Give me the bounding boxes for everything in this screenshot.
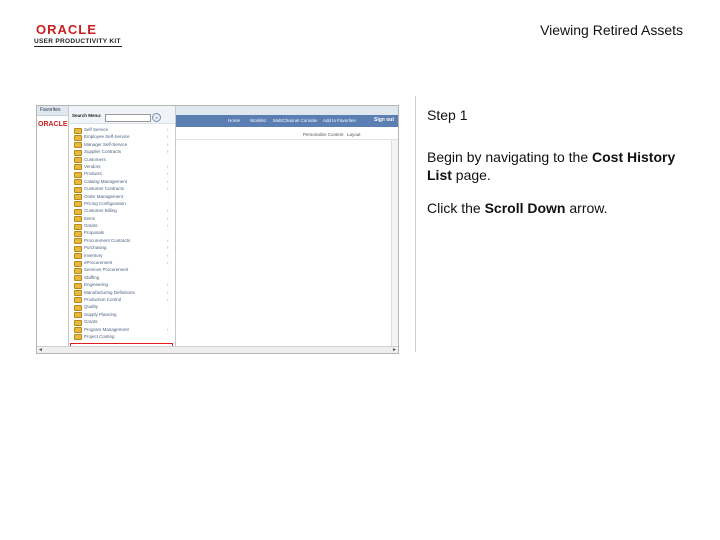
action-target: Scroll Down xyxy=(484,200,566,216)
scroll-right-icon[interactable]: ► xyxy=(392,347,397,353)
content-area xyxy=(173,140,392,347)
menu-item[interactable] xyxy=(69,185,175,192)
instruction-text: Begin by navigating to the xyxy=(427,149,593,165)
chevron-right-icon: › xyxy=(167,163,169,169)
menu-item[interactable] xyxy=(69,207,175,214)
menu-item-label: Order Management xyxy=(84,193,124,199)
chevron-right-icon: › xyxy=(167,237,169,243)
header-nav xyxy=(173,115,398,127)
action-text: Click the xyxy=(427,200,485,216)
logo-brand: ORACLE xyxy=(36,22,97,37)
menu-item[interactable] xyxy=(69,200,175,207)
chevron-right-icon: › xyxy=(167,260,169,266)
logo-underline xyxy=(34,46,122,47)
nav-worklist[interactable]: Worklist xyxy=(250,118,266,123)
menu-item-label: Customer Contracts xyxy=(84,186,125,192)
menu-item[interactable] xyxy=(69,170,175,177)
menu-item[interactable] xyxy=(69,333,175,340)
menu-item-label: Items xyxy=(84,215,96,221)
menu-item-label: Manufacturing Definitions xyxy=(84,289,135,295)
page-subheader xyxy=(173,127,398,140)
step-instruction xyxy=(427,148,697,184)
menu-item[interactable] xyxy=(69,133,175,140)
personalize-content-link[interactable]: Personalize Content xyxy=(303,132,344,137)
menu-item[interactable] xyxy=(69,222,175,229)
search-menu-input[interactable] xyxy=(105,114,151,122)
chevron-right-icon: › xyxy=(167,171,169,177)
menu-item[interactable] xyxy=(69,156,175,163)
chevron-right-icon: › xyxy=(167,215,169,221)
instruction-target: Cost History List xyxy=(427,149,676,183)
menu-item[interactable] xyxy=(69,148,175,155)
vertical-scrollbar[interactable] xyxy=(391,140,398,346)
menu-list xyxy=(69,126,175,340)
menu-item[interactable] xyxy=(69,318,175,325)
instruction-suffix: page. xyxy=(451,167,491,183)
action-suffix: arrow. xyxy=(565,200,608,216)
menu-item[interactable] xyxy=(69,296,175,303)
menu-item-label: Manager Self-Service xyxy=(84,141,128,147)
chevron-right-icon: › xyxy=(167,282,169,288)
step-divider xyxy=(415,96,428,352)
nav-add-to-favorites[interactable]: Add to Favorites xyxy=(323,118,356,123)
menu-item-label: Services Procurement xyxy=(84,267,129,273)
sign-out-link[interactable]: Sign out xyxy=(374,117,394,123)
chevron-right-icon: › xyxy=(167,127,169,132)
menu-item-label: Supply Planning xyxy=(84,311,117,317)
nav-home[interactable]: Home xyxy=(228,118,241,123)
menu-item[interactable] xyxy=(69,244,175,251)
oracle-upk-logo xyxy=(34,22,124,48)
menu-item-label: Engineering xyxy=(84,282,109,288)
search-menu-header xyxy=(69,106,175,124)
menu-item[interactable] xyxy=(69,163,175,170)
menu-item-label: Customers xyxy=(84,156,106,162)
menu-item-label: eProcurement xyxy=(84,260,113,266)
menu-item[interactable] xyxy=(69,289,175,296)
menu-item-label: Inventory xyxy=(84,252,103,258)
menu-item-label: Products xyxy=(84,171,102,177)
chevron-right-icon: › xyxy=(167,326,169,332)
menu-item-label: Quality xyxy=(84,304,99,310)
menu-item[interactable] xyxy=(69,311,175,318)
chevron-right-icon: › xyxy=(167,141,169,147)
horizontal-scrollbar[interactable] xyxy=(37,346,398,354)
menu-item[interactable] xyxy=(69,215,175,222)
menu-item[interactable] xyxy=(69,274,175,281)
menu-item[interactable] xyxy=(69,229,175,236)
layout-link[interactable]: Layout xyxy=(347,132,361,137)
chevron-right-icon: › xyxy=(167,134,169,140)
chevron-right-icon: › xyxy=(167,245,169,251)
menu-item-label: Production Control xyxy=(84,296,122,302)
menu-item-label: Customer Billing xyxy=(84,208,117,214)
nav-multichannel-console[interactable]: MultiChannel Console xyxy=(273,118,318,123)
menu-item-label: Program Management xyxy=(84,326,129,332)
menu-item[interactable] xyxy=(69,126,175,133)
menu-item[interactable] xyxy=(69,252,175,259)
chevron-right-icon: › xyxy=(167,223,169,229)
chevron-right-icon: › xyxy=(167,208,169,214)
scroll-left-icon[interactable]: ◄ xyxy=(38,347,43,353)
step-title: Step 1 xyxy=(427,107,468,123)
menu-item-label: Staffing xyxy=(84,274,100,280)
menu-item[interactable] xyxy=(69,326,175,333)
document-title: Viewing Retired Assets xyxy=(540,22,683,38)
tab-favorites[interactable]: Favorites xyxy=(40,107,61,113)
menu-item-label: Self Service xyxy=(84,127,109,132)
menu-item[interactable] xyxy=(69,141,175,148)
menu-item-label: Grants xyxy=(84,223,98,229)
menu-item-label: Project Costing xyxy=(84,333,115,339)
menu-item[interactable] xyxy=(69,259,175,266)
menu-item[interactable] xyxy=(69,281,175,288)
logo-product: USER PRODUCTIVITY KIT xyxy=(34,38,121,45)
menu-item[interactable] xyxy=(69,178,175,185)
menu-item-label: Supplier Contracts xyxy=(84,149,122,155)
chevron-right-icon: › xyxy=(167,178,169,184)
menu-item[interactable] xyxy=(69,193,175,200)
search-menu-label: Search Menu: xyxy=(72,113,102,118)
folder-icon xyxy=(74,334,82,340)
menu-item-label: Employee Self-Service xyxy=(84,134,130,140)
menu-item-label: Grants xyxy=(84,319,98,325)
menu-item-label: Procurement Contracts xyxy=(84,237,131,243)
chevron-right-icon: › xyxy=(167,252,169,258)
menu-item[interactable] xyxy=(69,266,175,273)
search-go-icon[interactable]: » xyxy=(152,113,161,122)
menu-item-label: Vendors xyxy=(84,163,101,169)
app-brand: ORACLE xyxy=(38,121,68,128)
chevron-right-icon: › xyxy=(167,296,169,302)
menu-item-label: Proposals xyxy=(84,230,105,236)
menu-item-label: Pricing Configuration xyxy=(84,200,126,206)
chevron-right-icon: › xyxy=(167,289,169,295)
menu-item-label: Purchasing xyxy=(84,245,107,251)
step-action xyxy=(427,199,707,217)
menu-item-label: Catalog Management xyxy=(84,178,128,184)
menu-item[interactable] xyxy=(69,303,175,310)
chevron-right-icon: › xyxy=(167,186,169,192)
application-screenshot xyxy=(36,105,399,354)
chevron-right-icon: › xyxy=(167,149,169,155)
menu-item[interactable] xyxy=(69,237,175,244)
main-menu-dropdown xyxy=(68,106,176,350)
